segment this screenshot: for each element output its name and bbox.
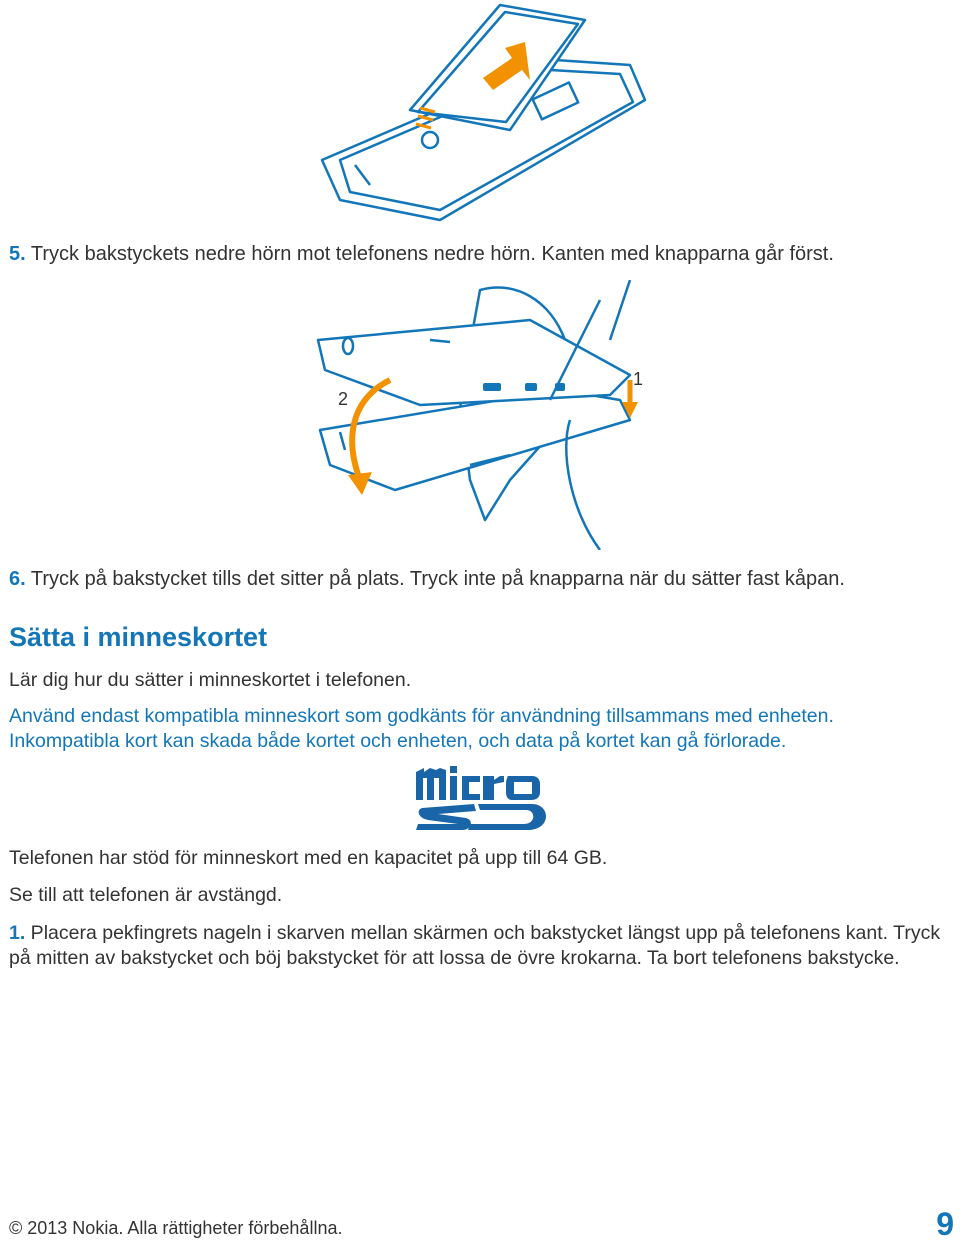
step-number: 1. [9,922,26,944]
back-cover-attach-illustration [300,280,670,550]
intro-text: Lär dig hur du sätter i minneskortet i telefonen. [9,669,412,691]
step-6 [9,568,845,591]
section-heading: Sätta i minneskortet [9,622,268,652]
callout-2: 2 [338,389,349,409]
step-text: Tryck på bakstycket tills det sitter på plats. Tryck inte på knapparna när du sätter fast kåpan. [25,568,845,590]
microsd-logo [414,764,554,832]
compatibility-warning [9,704,959,754]
step-number: 6. [9,568,26,590]
page-number: 9 [936,1206,954,1242]
step-1 [9,921,960,970]
step-text: Tryck bakstyckets nedre hörn mot telefonens nedre hörn. Kanten med knapparna går först. [25,243,834,265]
copyright: © 2013 Nokia. Alla rättigheter förbehållna. [9,1218,343,1238]
capacity-info: Telefonen har stöd för minneskort med en kapacitet på upp till 64 GB. [9,847,608,869]
power-off-instruction: Se till att telefonen är avstängd. [9,884,283,906]
step-text: Placera pekfingrets nageln i skarven mellan skärmen och bakstycket längst upp på telefonens kant. Tryck på mitten av bakstycket och böj bakstycket för att lossa de övre krokarna. Ta bort telefonens bakstycke. [9,922,941,969]
warning-line: Inkompatibla kort kan skada både kortet och enheten, och data på kortet kan gå förlorade. [9,730,787,752]
warning-line: Använd endast kompatibla minneskort som godkänts för användning tillsammans med enheten. [9,705,834,727]
battery-insertion-illustration [300,0,670,225]
step-5 [9,243,834,266]
step-number: 5. [9,243,26,265]
callout-1: 1 [633,369,644,389]
